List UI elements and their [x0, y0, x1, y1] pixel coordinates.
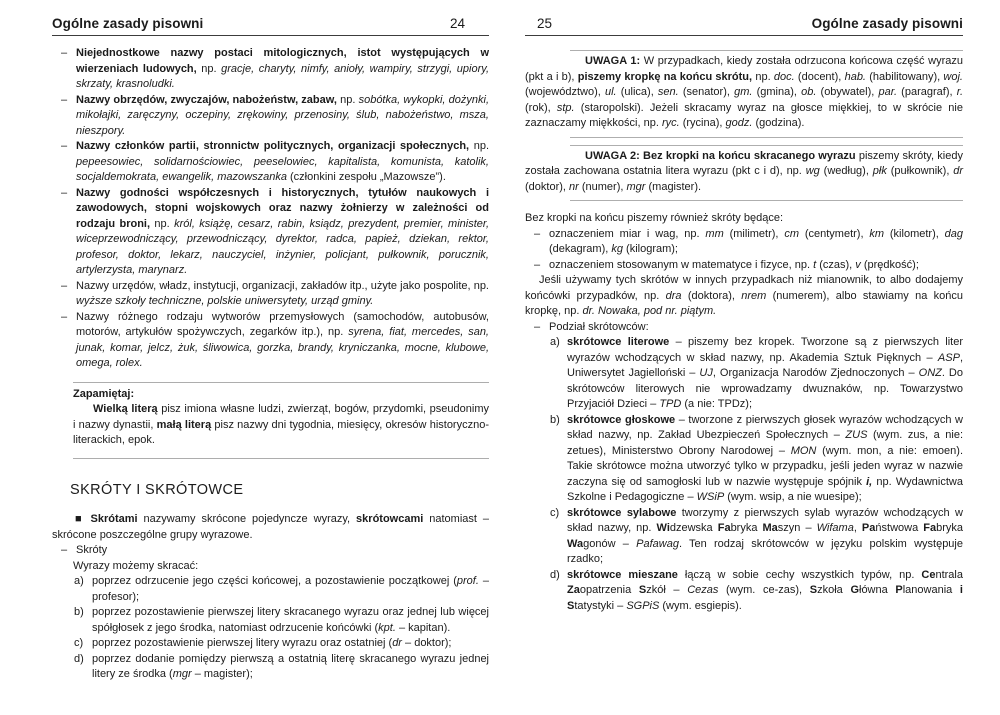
- bullet-text: Nazwy różnego rodzaju wytworów przemysłowych (samochodów, autobusów, motorów, artykułów spożywczych, zegarków itp.), np. syrena, fiat, mercedes, san, junak, komar, jelcz, żuk, śliwowica, gorzka, brandy, kryniczanka, mocne, klubowe, omega, rolex.: [76, 310, 489, 369]
- list-marker-d: d): [74, 652, 84, 665]
- bullet-item-mythological-names: [52, 46, 489, 93]
- dash-marker: –: [534, 227, 541, 240]
- remember-box: [73, 382, 489, 459]
- cases-paragraph: Jeśli używamy tych skrótów w innych przypadkach niż mianownik, to albo dodajemy końcówki przypadków, np. dra (doktora), nrem (numerem), albo stawiamy na końcu kropkę, np. dr. Nowaka, pod nr. piątym.: [525, 274, 963, 317]
- box-rule-top: [570, 50, 963, 51]
- bullet-item-industrial-products: [52, 310, 489, 372]
- section-heading-skroty: SKRÓTY I SKRÓTOWCE: [70, 481, 244, 498]
- dash-marker: –: [61, 310, 68, 323]
- box-rule-bottom: [570, 200, 963, 201]
- bullet-item-titles-ranks: [52, 186, 489, 279]
- uwaga-2-box: [525, 145, 963, 202]
- no-dot-intro-line: Bez kropki na końcu piszemy również skróty będące:: [525, 212, 784, 224]
- acronym-type-text: skrótowce głoskowe – tworzone z pierwszych głosek wyrazów wchodzących w skład nazwy, np. Zakład Ubezpieczeń Społecznych – ZUS (wym. zus, a nie: zetues), Ministerstwo Obrony Narodowej – MON (wym. mon, a nie: emoen). Takie skrótowce można utworzyć tylko w przypadku, jeśli jeden wyraz w nazwie zaczyna się od samogłoski lub w nazwie występuje spójnik i, np. Wydawnictwa Szkolne i Pedagogiczne – WSiP (wym. wsip, a nie wuesipe);: [567, 413, 963, 503]
- page-number-24: 24: [449, 16, 465, 31]
- abbr-rule-text: poprzez pozostawienie pierwszej litery wyrazu oraz ostatniej (dr – doktor);: [92, 637, 452, 649]
- dash-marker: –: [534, 258, 541, 271]
- dash-marker: –: [61, 47, 68, 59]
- page-24: [52, 16, 489, 683]
- bullet-text: Nazwy członków partii, stronnictw politycznych, organizacji społecznych, np. pepeesowiec, solidarnościowiec, peeselowiec, kapitalista, komunista, katolik, socjaldemokrata, ewangelik, mazowszanka (członkini zespołu „Mazowsze”).: [76, 140, 489, 183]
- list-marker-c: c): [74, 637, 84, 649]
- intro-paragraph: ■ Skrótami nazywamy skrócone pojedyncze wyrazy, skrótowcami natomiast – skrócone poszczególne grupy wyrazowe.: [52, 513, 490, 541]
- lead-in-line: Wyrazy możemy skracać:: [73, 559, 199, 572]
- acronym-type-text: skrótowce mieszane łączą w sobie cechy wszystkich typów, np. Centrala Zaopatrzenia Szkół – Cezas (wym. ce-zas), Szkoła Główna Planowania i Statystyki – SGPiS (wym. esgiepis).: [567, 568, 963, 612]
- podzial-subhead-label: Podział skrótowców:: [549, 320, 649, 333]
- dash-item-math-physics: [525, 258, 963, 274]
- list-marker-a: a): [74, 575, 84, 587]
- bullet-item-party-members: [52, 139, 489, 186]
- skroty-subhead-label: Skróty: [76, 544, 108, 556]
- bullet-text: Nazwy obrzędów, zwyczajów, nabożeństw, zabaw, np. sobótka, wykopki, dożynki, mikołajki, zaręczyny, oczepiny, zrękowiny, przenosiny, ślub, nabożeństwo, msza, nieszpory.: [76, 93, 489, 137]
- list-marker-a: a): [550, 336, 560, 348]
- abbr-rule-a: [52, 574, 489, 605]
- uwaga-1-box: [525, 50, 963, 138]
- running-head-title: Ogólne zasady pisowni: [811, 16, 963, 31]
- list-marker-b: b): [74, 606, 84, 618]
- page-24-header: [52, 16, 489, 36]
- dash-marker: –: [61, 279, 68, 292]
- abbr-rule-c: [52, 636, 489, 652]
- remember-box-text: Wielką literą pisz imiona własne ludzi, zwierząt, bogów, przydomki, pseudonimy i nazwy dynastii, małą literą pisz nazwy dni tygodnia, miesięcy, okresów historyczno-literackich, epok.: [73, 403, 489, 446]
- acronym-type-text: skrótowce sylabowe tworzymy z pierwszych sylab wyrazów wchodzących w skład nazwy, np. Widzewska Fabryka Maszyn – Wifama, Państwowa Fabryka Wagonów – Pafawag. Ten rodzaj skrótowców w języku polskim występuje rzadko;: [567, 506, 963, 565]
- remember-box-label: Zapamiętaj:: [73, 387, 135, 400]
- dash-marker: –: [534, 320, 541, 333]
- dash-marker: –: [61, 544, 68, 556]
- dash-marker: –: [61, 93, 68, 106]
- page-25: [525, 16, 963, 614]
- page-24-content: [52, 46, 489, 683]
- running-head-title: Ogólne zasady pisowni: [52, 16, 204, 31]
- bullet-item-rites-customs: [52, 93, 489, 140]
- box-rule-top: [570, 145, 963, 146]
- acronym-type-d-mixed: [525, 568, 963, 615]
- dash-marker: –: [61, 140, 68, 152]
- bullet-item-offices-common: [52, 279, 489, 310]
- list-marker-b: b): [550, 413, 560, 426]
- acronym-type-b-sound: [525, 413, 963, 506]
- uwaga-2-text: UWAGA 2: Bez kropki na końcu skracanego wyrazu piszemy skróty, kiedy została zachowana ostatnia litera wyrazu (pkt c i d), np. wg (według), płk (pułkownik), dr (doktor), nr (numer), mgr (magister).: [525, 149, 964, 193]
- acronym-type-text: skrótowce literowe – piszemy bez kropek. Tworzone są z pierwszych liter wyrazów wchodzących w skład nazwy, np. Akademia Sztuk Pięknych – ASP, Uniwersytet Jagielloński – UJ, Organizacja Narodów Zjednoczonych – ONZ. Do skrótowców literowych nie wprowadzamy dwuznaków, np. Towarzystwo Przyjaciół Dzieci – TPD (a nie: TPDz);: [567, 336, 963, 410]
- abbr-rule-b: [52, 605, 489, 636]
- bullet-text: Nazwy urzędów, władz, instytucji, organizacji, zakładów itp., użyte jako pospolite, np. wyższe szkoły techniczne, polskie uniwersytety, urząd gminy.: [76, 279, 489, 307]
- acronym-type-c-syllable: [525, 506, 963, 568]
- uwaga-1-text: UWAGA 1: W przypadkach, kiedy została odrzucona końcowa część wyrazu (pkt a i b), piszemy kropkę na końcu skrótu, np. doc. (docent), hab. (habilitowany), woj. (województwo), ul. (ulica), sen. (senator), gm. (gmina), ob. (obywatel), par. (paragraf), r. (rok), stp. (staropolski). Jeżeli skracamy wyraz na głosce miękkiej, to w skrócie nie zaznaczamy miękkości, np. ryc. (rycina), godz. (godzina).: [525, 55, 963, 129]
- list-marker-d: d): [550, 568, 560, 581]
- box-rule-bottom: [570, 137, 963, 138]
- abbr-rule-text: poprzez odrzucenie jego części końcowej, a pozostawienie początkowej (prof. – profesor);: [92, 575, 489, 603]
- acronym-type-a-letter: [525, 335, 963, 413]
- abbr-rule-text: poprzez dodanie pomiędzy pierwszą a ostatnią literę skracanego wyrazu jednej litery ze środka (mgr – magister);: [92, 652, 489, 680]
- dash-item-text: oznaczeniem stosowanym w matematyce i fizyce, np. t (czas), v (prędkość);: [549, 258, 919, 271]
- dash-marker: –: [61, 186, 68, 199]
- abbr-rule-d: [52, 652, 489, 683]
- dash-item-measures: [525, 227, 963, 258]
- abbr-rule-text: poprzez pozostawienie pierwszej litery skracanego wyrazu oraz jednej lub więcej spółgłosek z jego środka, natomiast odrzucenie końcówki (kpt. – kapitan).: [92, 606, 489, 634]
- list-marker-c: c): [550, 506, 560, 519]
- bullet-text: Nazwy godności współczesnych i historycznych, tytułów naukowych i zawodowych, stopni wojskowych oraz nazwy żołnierzy w zależności od rodzaju broni, np. król, książę, cesarz, rabin, ksiądz, prezydent, premier, minister, wiceprzewodniczący, przewodniczący, dyrektor, radca, papież, dziekan, rektor, profesor, doktor, lekarz, nauczyciel, inżynier, policjant, pułkownik, porucznik, artylerzysta, marynarz.: [76, 186, 489, 276]
- page-25-header: [525, 16, 963, 36]
- podzial-subhead: [525, 320, 963, 336]
- page-25-content: [525, 50, 963, 614]
- dash-item-text: oznaczeniem miar i wag, np. mm (milimetr), cm (centymetr), km (kilometr), dag (dekagram), kg (kilogram);: [549, 227, 963, 255]
- skroty-subhead: [52, 543, 489, 559]
- bullet-text: Niejednostkowe nazwy postaci mitologicznych, istot występujących w wierzeniach ludowych, np. gracje, charyty, nimfy, anioły, wampiry, strzygi, upiory, skrzaty, krasnoludki.: [76, 47, 490, 90]
- page-number-25: 25: [537, 16, 553, 31]
